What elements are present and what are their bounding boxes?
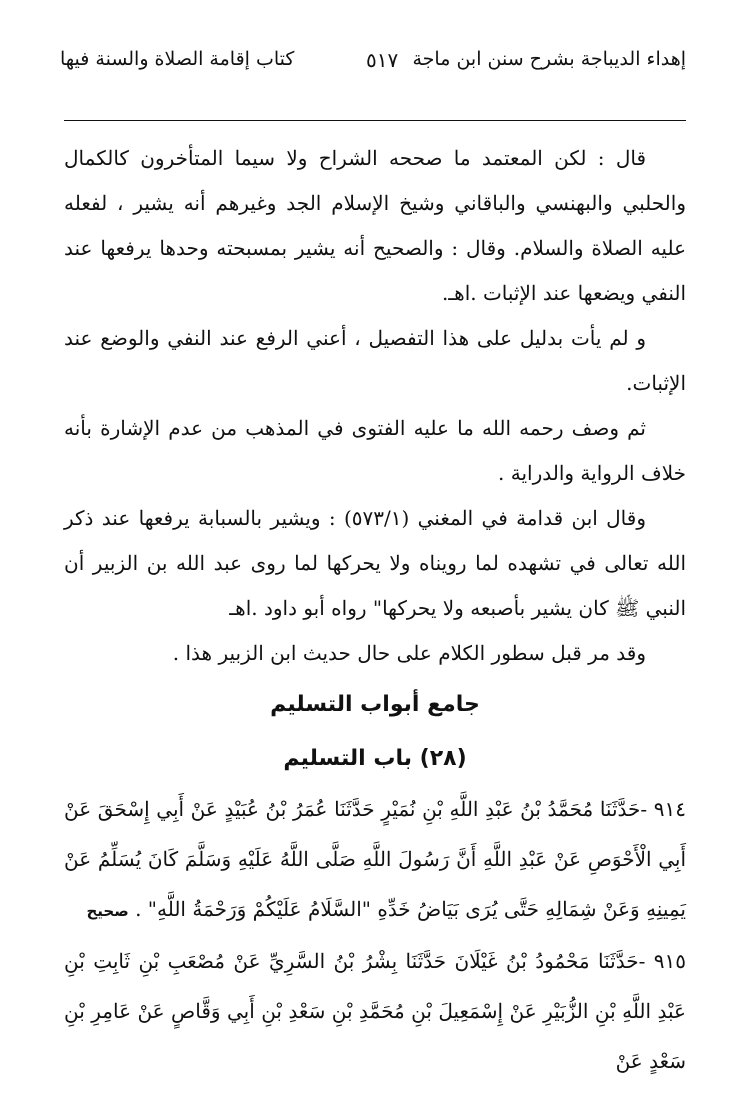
hadith-text: ٩١٤ -حَدَّثَنَا مُحَمَّدُ بْنُ عَبْدِ اللَّهِ بْنِ نُمَيْرٍ حَدَّثَنَا عُمَرُ بْنُ عُبَيْدٍ عَنْ أَبِي إِسْحَقَ عَنْ أَبِي الْأَحْوَصِ عَنْ عَبْدِ اللَّهِ أَنَّ رَسُولَ اللَّهِ صَلَّى اللَّهُ عَلَيْهِ وَسَلَّمَ كَانَ يُسَلِّمُ عَنْ يَمِينِهِ وَعَنْ شِمَالِهِ حَتَّى يُرَى بَيَاضُ خَدِّهِ "السَّلَامُ عَلَيْكُمْ وَرَحْمَةُ اللَّهِ" . — [64, 797, 686, 921]
paragraph: وقال ابن قدامة في المغني (٥٧٣/١) : ويشير بالسبابة يرفعها عند ذكر الله تعالى في تشهده لما رويناه ولا يحركها لما روى عبد الله بن الزبير أن النبي ﷺ كان يشير بأصبعه ولا يحركها" رواه أبو داود .اهـ — [64, 506, 686, 620]
chapter-title: كتاب إقامة الصلاة والسنة فيها — [60, 48, 295, 70]
header-divider — [64, 120, 686, 121]
paragraph: ثم وصف رحمه الله ما عليه الفتوى في المذهب من عدم الإشارة بأنه خلاف الرواية والدراية . — [64, 416, 686, 485]
paragraph: قال : لكن المعتمد ما صححه الشراح ولا سيما المتأخرون كالكمال والحلبي والبهنسي والباقاني وشيخ الإسلام الجد وغيرهم أنه يشير ، لفعله عليه الصلاة والسلام. وقال : والصحيح أنه يشير بمسبحته وحدها يرفعها عند النفي ويضعها عند الإثبات .اهـ. — [64, 146, 686, 305]
hadith-915 — [64, 936, 686, 1086]
page-number: ٥١٧ — [366, 48, 399, 72]
chapter-heading: (٢٨) باب التسليم — [283, 746, 467, 771]
section-heading: جامع أبواب التسليم — [270, 692, 480, 717]
hadith-grade: صحيح — [86, 902, 129, 920]
running-header — [60, 44, 686, 84]
paragraph: وقد مر قبل سطور الكلام على حال حديث ابن الزبير هذا . — [172, 641, 646, 665]
book-title: إهداء الديباجة بشرح سنن ابن ماجة — [412, 48, 686, 70]
hadith-text: ٩١٥ -حَدَّثَنَا مَحْمُودُ بْنُ غَيْلَانَ حَدَّثَنَا بِشْرُ بْنُ السَّرِيِّ عَنْ مُصْعَبِ بْنِ ثَابِتِ بْنِ عَبْدِ اللَّهِ بْنِ الزُّبَيْرِ عَنْ إِسْمَعِيلَ بْنِ مُحَمَّدِ بْنِ سَعْدِ بْنِ أَبِي وَقَّاصٍ عَنْ عَامِرِ بْنِ سَعْدٍ عَنْ — [64, 949, 686, 1073]
paragraph: و لم يأت بدليل على هذا التفصيل ، أعني الرفع عند النفي والوضع عند الإثبات. — [64, 326, 686, 395]
body-text — [64, 136, 686, 1086]
hadith-914 — [64, 784, 686, 936]
